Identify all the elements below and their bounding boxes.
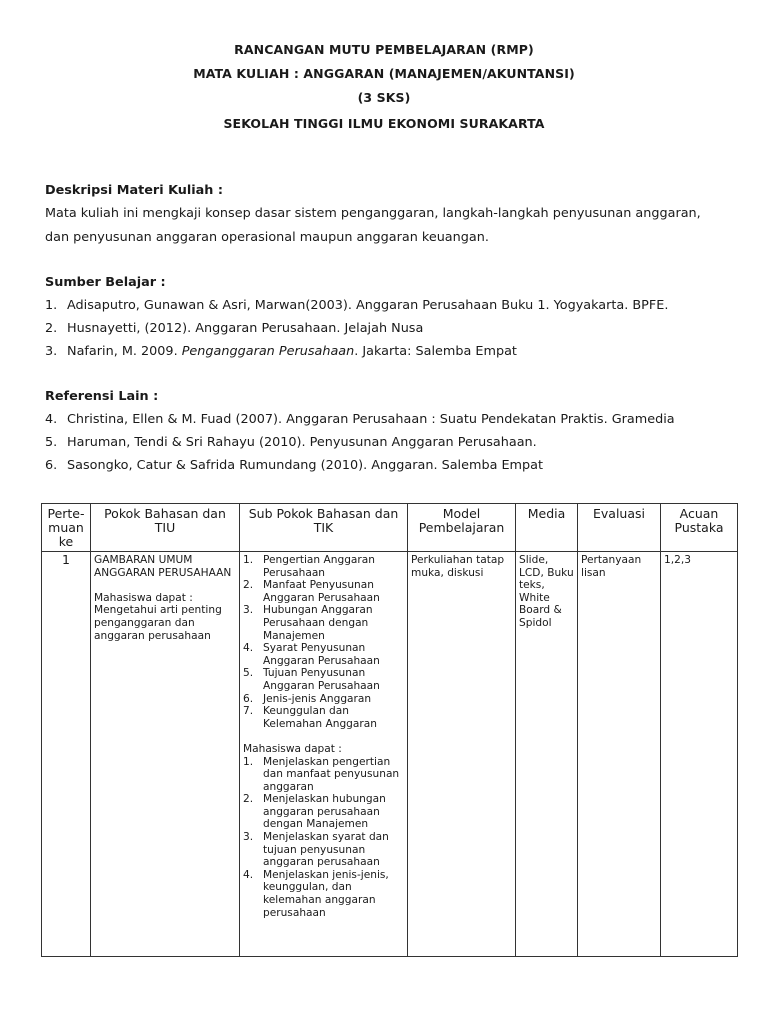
course-name: MATA KULIAH : ANGGARAN (MANAJEMEN/AKUNTANSI) bbox=[193, 66, 575, 81]
header-evaluation: Evaluasi bbox=[578, 504, 661, 552]
topic-tiu: Mahasiswa dapat : Mengetahui arti penting penganggaran dan anggaran perusahaan bbox=[94, 591, 222, 642]
reference-number: 4. bbox=[45, 412, 58, 427]
header-model: Model Pembelajaran bbox=[408, 504, 516, 552]
document-header bbox=[0, 38, 768, 136]
source-text: Husnayetti, (2012). Anggaran Perusahaan. Jelajah Nusa bbox=[67, 321, 424, 336]
table-row bbox=[42, 552, 738, 957]
description-section bbox=[45, 180, 735, 250]
header-reference: Acuan Pustaka bbox=[661, 504, 738, 552]
list-item: 2. Menjelaskan hubungan anggaran perusahaan dengan Manajemen bbox=[243, 793, 386, 831]
cell-subtopic bbox=[240, 552, 408, 957]
other-references-section bbox=[45, 386, 735, 477]
topic-title: GAMBARAN UMUM ANGGARAN PERUSAHAAN bbox=[94, 554, 232, 579]
list-item: 3. Hubungan Anggaran Perusahaan dengan Manajemen bbox=[243, 604, 373, 642]
cell-model: Perkuliahan tatap muka, diskusi bbox=[408, 552, 516, 957]
list-item: 1. Menjelaskan pengertian dan manfaat penyusunan anggaran bbox=[243, 755, 400, 793]
source-number: 2. bbox=[45, 321, 58, 336]
list-item: 4. Syarat Penyusunan Anggaran Perusahaan bbox=[243, 642, 380, 667]
source-publisher: . Jakarta: Salemba Empat bbox=[354, 344, 517, 359]
cell-reference: 1,2,3 bbox=[661, 552, 738, 957]
reference-number: 5. bbox=[45, 435, 58, 450]
list-item: 7. Keunggulan dan Kelemahan Anggaran bbox=[243, 705, 377, 730]
description-title: Deskripsi Materi Kuliah : bbox=[45, 183, 223, 198]
cell-media: Slide, LCD, Buku teks, White Board & Spidol bbox=[516, 552, 578, 957]
list-item: 6. Jenis-jenis Anggaran bbox=[243, 692, 372, 705]
header-topic: Pokok Bahasan dan TIU bbox=[91, 504, 240, 552]
cell-topic bbox=[91, 552, 240, 957]
reference-text: Haruman, Tendi & Sri Rahayu (2010). Penyusunan Anggaran Perusahaan. bbox=[67, 435, 537, 450]
subtopic-list bbox=[243, 554, 404, 730]
institution-name: SEKOLAH TINGGI ILMU EKONOMI SURAKARTA bbox=[223, 116, 545, 131]
header-media: Media bbox=[516, 504, 578, 552]
source-book-title: Penganggaran Perusahaan bbox=[181, 344, 355, 359]
sources-section bbox=[45, 272, 735, 363]
learning-plan-table bbox=[41, 503, 738, 957]
cell-evaluation: Pertanyaan lisan bbox=[578, 552, 661, 957]
reference-text: Sasongko, Catur & Safrida Rumundang (2010). Anggaran. Salemba Empat bbox=[67, 458, 544, 473]
list-item: 4. Menjelaskan jenis-jenis, keunggulan, dan kelemahan anggaran perusahaan bbox=[243, 868, 389, 919]
list-item: 2. Manfaat Penyusunan Anggaran Perusahaan bbox=[243, 579, 380, 604]
header-subtopic: Sub Pokok Bahasan dan TIK bbox=[240, 504, 408, 552]
description-line-1: Mata kuliah ini mengkaji konsep dasar sistem penganggaran, langkah-langkah penyusunan anggaran, bbox=[45, 206, 701, 221]
reference-item bbox=[45, 408, 735, 431]
course-credits: (3 SKS) bbox=[357, 90, 411, 105]
list-item: 1. Pengertian Anggaran Perusahaan bbox=[243, 554, 375, 579]
description-line-2: dan penyusunan anggaran operasional maupun anggaran keuangan. bbox=[45, 230, 489, 245]
sources-title: Sumber Belajar : bbox=[45, 275, 166, 290]
source-number: 1. bbox=[45, 298, 58, 313]
source-item bbox=[45, 340, 735, 363]
list-item: 5. Tujuan Penyusunan Anggaran Perusahaan bbox=[243, 667, 380, 692]
list-item: 3. Menjelaskan syarat dan tujuan penyusunan anggaran perusahaan bbox=[243, 831, 389, 869]
source-number: 3. bbox=[45, 344, 58, 359]
reference-number: 6. bbox=[45, 458, 58, 473]
cell-meeting: 1 bbox=[42, 552, 91, 957]
other-references-title: Referensi Lain : bbox=[45, 389, 159, 404]
source-item bbox=[45, 294, 735, 317]
source-text: Adisaputro, Gunawan & Asri, Marwan(2003). Anggaran Perusahaan Buku 1. Yogyakarta. BPFE. bbox=[67, 298, 669, 313]
table-header-row bbox=[42, 504, 738, 552]
reference-item bbox=[45, 431, 735, 454]
source-text bbox=[67, 340, 735, 363]
reference-item bbox=[45, 454, 735, 477]
document-title: RANCANGAN MUTU PEMBELAJARAN (RMP) bbox=[234, 42, 534, 57]
source-author: Nafarin, M. 2009. bbox=[67, 344, 182, 359]
tik-list bbox=[243, 756, 404, 920]
header-meeting: Perte-muan ke bbox=[42, 504, 91, 552]
reference-text: Christina, Ellen & M. Fuad (2007). Anggaran Perusahaan : Suatu Pendekatan Praktis. Gramedia bbox=[67, 412, 675, 427]
tik-intro: Mahasiswa dapat : bbox=[243, 742, 342, 755]
source-item bbox=[45, 317, 735, 340]
